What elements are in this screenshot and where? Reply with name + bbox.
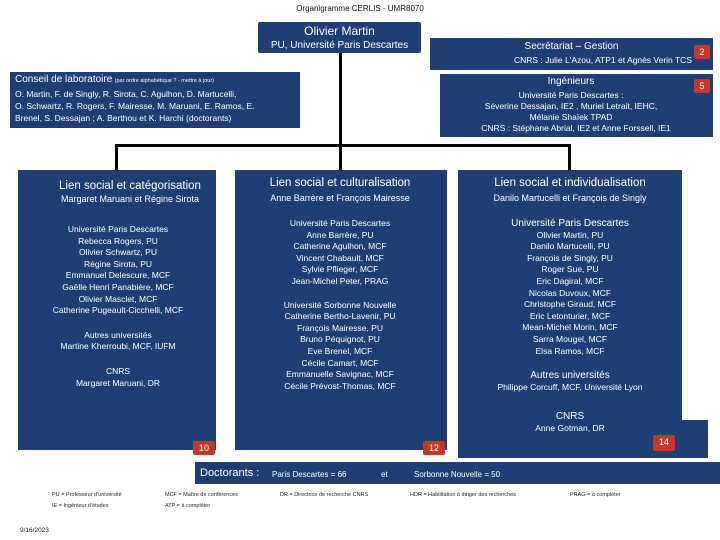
- member: Eve Brenel, MCF: [307, 345, 373, 356]
- conseil-members-line: O. Martin, F. de Singly, R. Sirota, C. Agulhon, D. Martucelli,: [15, 89, 237, 99]
- secretariat-title: Secrétariat – Gestion: [524, 41, 619, 52]
- member: Danilo Martucelli, PU: [530, 241, 610, 252]
- column-count-badge: 10: [193, 441, 215, 455]
- legend-item: PU = Professeur d'université: [52, 492, 122, 498]
- secretariat-line: CNRS : Julie L'Azou, ATP1 et Agnès Verin TCS: [513, 55, 692, 65]
- date-stamp: 9/16/2023: [20, 527, 49, 534]
- member: Bruno Péquignot, PU: [300, 334, 380, 345]
- member: Sarra Mougel, MCF: [532, 333, 608, 344]
- column-title: Lien social et individualisation: [494, 177, 646, 189]
- conseil-members-line: O. Schwartz, R. Rogers, F. Mairesse, M. Maruani, E. Ramos, E.: [15, 101, 255, 111]
- member: Catherine Bertho-Lavenir, PU: [284, 311, 396, 322]
- institution-heading: Université Sorbonne Nouvelle: [283, 299, 397, 310]
- member-list: [18, 224, 218, 389]
- member: Emmanuelle Savignac, MCF: [286, 369, 394, 380]
- director-name: Olivier Martin: [304, 24, 375, 38]
- member: Eric Dagiral, MCF: [536, 275, 604, 286]
- legend-item: ATP = à compléter: [165, 503, 211, 509]
- institution-heading: CNRS: [105, 365, 131, 376]
- doctorants-label: Doctorants :: [200, 467, 260, 479]
- connector-vertical: [568, 144, 571, 170]
- ingenieurs-count-badge: 5: [694, 79, 710, 93]
- doctorants-sorbonne: Sorbonne Nouvelle = 50: [414, 470, 501, 479]
- secretariat-count-badge: 2: [694, 45, 710, 59]
- conseil-members-line: Brenel, S. Dessajan ; A. Berthou et K. Harchi (doctorants): [15, 113, 232, 123]
- member: Olivier Masclet, MCF: [78, 293, 158, 304]
- institution-heading: Autres universités: [530, 370, 610, 382]
- member: Emmanuel Delescure, MCF: [65, 270, 171, 281]
- institution-heading: Université Paris Descartes: [289, 218, 391, 228]
- legend-item: IE = Ingénieur d'études: [52, 503, 109, 509]
- legend-item: DR = Directrice de recherche CNRS: [280, 492, 369, 498]
- member: Jean-Michel Peter, PRAG: [291, 275, 389, 286]
- member: Philippe Corcuff, MCF, Université Lyon: [497, 381, 643, 392]
- cnrs-block: [490, 411, 650, 434]
- connector-vertical: [115, 144, 118, 170]
- member: Cécile Prévost-Thomas, MCF: [284, 380, 396, 391]
- member: Catherine Pugeault-Cicchelli, MCF: [52, 305, 184, 316]
- institution-heading: Université Paris Descartes: [511, 218, 629, 229]
- member: Vincent Chabault, MCF: [296, 252, 384, 263]
- institution-heading: Université Paris Descartes: [67, 224, 169, 234]
- legend-item: HDR = Habilitation à diriger des recherches: [410, 492, 516, 498]
- column-title: Lien social et catégorisation: [59, 180, 201, 192]
- member: Anne Barrère, PU: [306, 229, 374, 240]
- member: Gaëlle Henri Panabière, MCF: [62, 281, 174, 292]
- member: Mean-Michel Morin, MCF: [522, 322, 618, 333]
- ingenieurs-line: Mélanie Shaïek TPAD: [529, 112, 613, 122]
- member: Nicolas Duvoux, MCF: [528, 287, 612, 298]
- member: Sylvie Pflieger, MCF: [301, 264, 379, 275]
- column-leads: Margaret Maruani et Régine Sirota: [60, 194, 200, 204]
- member: Christophe Giraud, MCF: [523, 299, 617, 310]
- member: Régine Sirota, PU: [83, 258, 153, 269]
- member: Elsa Ramos, MCF: [535, 345, 605, 356]
- conseil-header: [15, 74, 214, 85]
- member: Margaret Maruani, DR: [75, 377, 161, 388]
- column-leads: Anne Barrère et François Mairesse: [270, 193, 410, 203]
- member: François de Singly, PU: [527, 252, 613, 263]
- connector-vertical: [339, 144, 342, 170]
- column-leads: Danilo Martucelli et François de Singly: [493, 193, 647, 203]
- member: Rebecca Rogers, PU: [78, 235, 158, 246]
- member: Anne Gotman, DR: [535, 422, 605, 433]
- conseil-title: Conseil de laboratoire: [15, 74, 113, 85]
- institution-heading: CNRS: [555, 411, 585, 422]
- director-role: PU, Université Paris Descartes: [270, 40, 409, 51]
- member: Catherine Agulhon, MCF: [293, 241, 387, 252]
- connector-vertical: [339, 53, 342, 146]
- member: Olivier Schwartz, PU: [79, 247, 157, 258]
- legend-item: MCF = Maître de conférences: [165, 492, 238, 498]
- connector-horizontal: [115, 144, 570, 147]
- column-count-badge: 14: [653, 435, 675, 451]
- ingenieurs-title: Ingénieurs: [547, 76, 595, 87]
- member: Eric Letonturier, MCF: [529, 310, 611, 321]
- doctorants-and: et: [381, 470, 388, 479]
- member: Olivier Martin, PU: [536, 229, 604, 240]
- page-title: Organigramme CERLIS - UMR8070: [296, 4, 424, 13]
- member: Roger Sue, PU: [541, 264, 599, 275]
- member: Cécile Camart, MCF: [301, 357, 379, 368]
- member-list: [458, 218, 682, 393]
- ingenieurs-line: CNRS : Stéphane Abrial, IE2 et Anne Forssell, IE1: [481, 123, 671, 133]
- ingenieurs-line: Séverine Dessajan, IE2 , Muriel Letrait, IEHC,: [484, 101, 658, 111]
- member: François Mairesse, PU: [297, 322, 383, 333]
- column-title: Lien social et culturalisation: [269, 177, 411, 189]
- member-list: [238, 218, 442, 392]
- doctorants-paris: Paris Descartes = 66: [272, 470, 347, 479]
- member: Martine Kherroubi, MCF, IUFM: [60, 341, 176, 352]
- ingenieurs-line: Université Paris Descartes :: [518, 90, 624, 100]
- institution-heading: Autres universités: [84, 329, 152, 340]
- conseil-note: (par ordre alphabétique ? - mettre à jour): [114, 78, 215, 84]
- legend-item: PRAG = à compléter: [570, 492, 621, 498]
- column-count-badge: 12: [423, 441, 445, 455]
